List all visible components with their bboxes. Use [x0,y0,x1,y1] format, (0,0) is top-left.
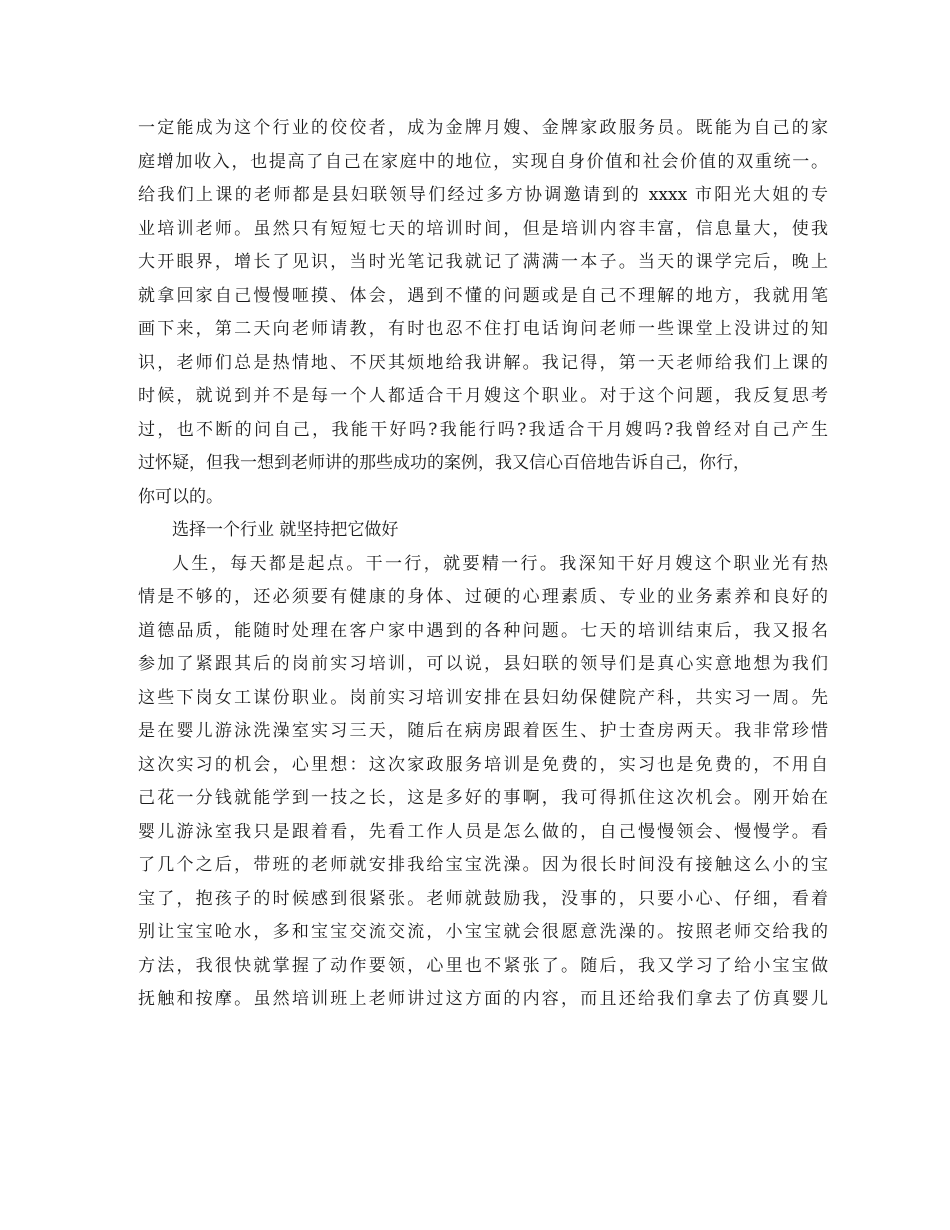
text-line: 给我们上课的老师都是县妇联领导们经过多方协调邀请到的 xxxx 市阳光大姐的专 [138,185,828,205]
text-line: 了几个之后，带班的老师就安排我给宝宝洗澡。因为很长时间没有接触这么小的宝 [138,855,828,875]
text-line: 抚触和按摩。虽然培训班上老师讲过这方面的内容，而且还给我们拿去了仿真婴儿 [138,989,828,1009]
text-line: 你可以的。 [138,486,223,507]
text-line: 过怀疑，但我一想到老师讲的那些成功的案例，我又信心百倍地告诉自己，你行， [138,453,750,473]
body-text [138,112,828,1017]
text-line: 这次实习的机会，心里想：这次家政服务培训是免费的，实习也是免费的，不用自 [138,754,828,775]
text-line: 识，老师们总是热情地、不厌其烦地给我讲解。我记得，第一天老师给我们上课的 [138,352,828,373]
text-line: 己花一分钱就能学到一技之长，这是多好的事啊，我可得抓住这次机会。刚开始在 [138,788,828,808]
text-line: 别让宝宝呛水，多和宝宝交流交流，小宝宝就会很愿意洗澡的。按照老师交给我的 [138,922,828,942]
text-line: 宝了，抱孩子的时候感到很紧张。老师就鼓励我，没事的，只要小心、仔细，看着 [138,888,828,909]
text-line: 时候，就说到并不是每一个人都适合干月嫂这个职业。对于这个问题，我反复思考 [138,386,828,406]
text-line: 这些下岗女工谋份职业。岗前实习培训安排在县妇幼保健院产科，共实习一周。先 [138,687,828,708]
section-heading: 选择一个行业 就坚持把它做好 [172,520,399,540]
text-line: 参加了紧跟其后的岗前实习培训，可以说，县妇联的领导们是真心实意地想为我们 [138,654,828,674]
text-line: 过，也不断的问自己，我能干好吗?我能行吗?我适合干月嫂吗?我曾经对自己产生 [138,419,828,440]
text-line: 就拿回家自己慢慢咂摸、体会，遇到不懂的问题或是自己不理解的地方，我就用笔 [138,285,828,306]
text-line: 人生，每天都是起点。干一行，就要精一行。我深知干好月嫂这个职业光有热 [172,553,828,574]
text-line: 道德品质，能随时处理在客户家中遇到的各种问题。七天的培训结束后，我又报名 [138,620,828,641]
text-line: 婴儿游泳室我只是跟着看，先看工作人员是怎么做的，自己慢慢领会、慢慢学。看 [138,821,828,842]
text-line: 大开眼界，增长了见识，当时光笔记我就记了满满一本子。当天的课学完后，晚上 [138,252,828,272]
text-line: 情是不够的，还必须要有健康的身体、过硬的心理素质、专业的业务素养和良好的 [138,587,828,607]
text-line: 画下来，第二天向老师请教，有时也忍不住打电话询问老师一些课堂上没讲过的知 [138,319,828,339]
text-line: 庭增加收入，也提高了自己在家庭中的地位，实现自身价值和社会价值的双重统一。 [138,151,828,172]
text-line: 一定能成为这个行业的佼佼者，成为金牌月嫂、金牌家政服务员。既能为自己的家 [138,118,828,138]
text-line: 方法，我很快就掌握了动作要领，心里也不紧张了。随后，我又学习了给小宝宝做 [138,955,828,976]
text-line: 是在婴儿游泳洗澡室实习三天，随后在病房跟着医生、护士查房两天。我非常珍惜 [138,721,828,741]
text-line: 业培训老师。虽然只有短短七天的培训时间，但是培训内容丰富，信息量大，使我 [138,218,828,239]
